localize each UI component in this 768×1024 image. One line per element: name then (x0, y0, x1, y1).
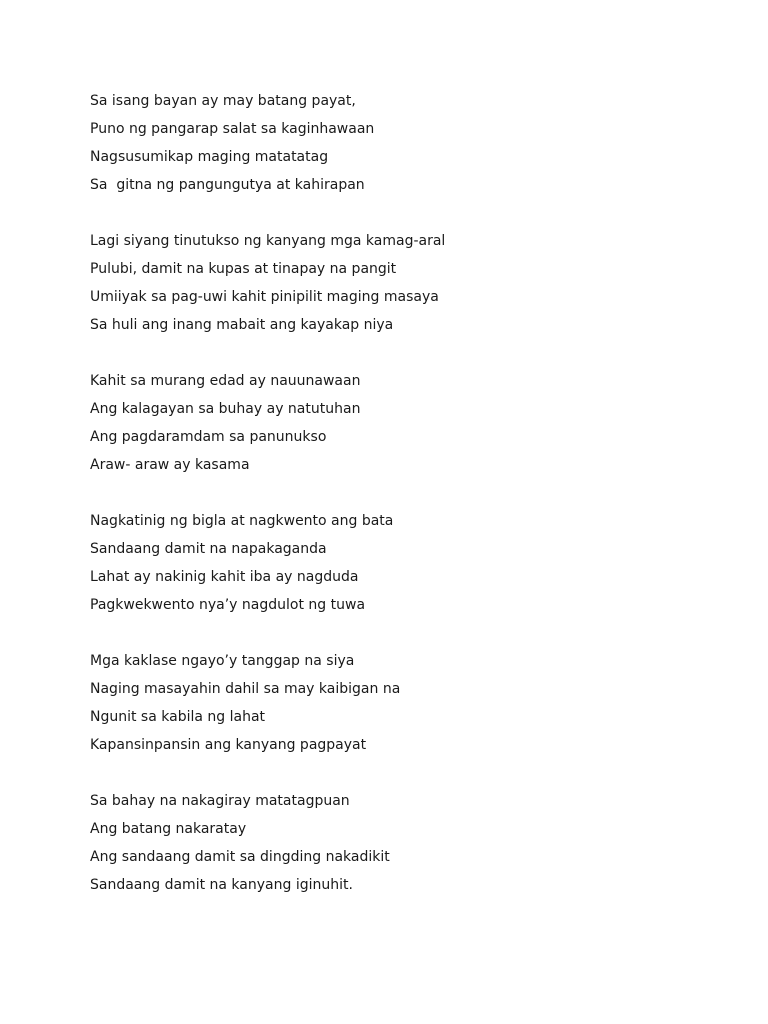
poem-line: Mga kaklase ngayo’y tanggap na siya (90, 653, 355, 669)
poem-line: Ngunit sa kabila ng lahat (90, 709, 266, 725)
poem-line: Pagkwekwento nya’y nagdulot ng tuwa (90, 597, 366, 613)
poem-line: Sandaang damit na kanyang iginuhit. (90, 877, 353, 893)
poem-line: Araw- araw ay kasama (90, 457, 250, 473)
poem-line: Sandaang damit na napakaganda (90, 541, 327, 557)
stanza-3 (90, 367, 710, 479)
poem-line: Sa bahay na nakagiray matatagpuan (90, 793, 350, 809)
stanza-1 (90, 87, 710, 199)
stanza-2 (90, 227, 710, 339)
poem-line: Pulubi, damit na kupas at tinapay na pangit (90, 261, 397, 277)
poem-line: Naging masayahin dahil sa may kaibigan na (90, 681, 401, 697)
poem-line: Sa huli ang inang mabait ang kayakap niya (90, 317, 394, 333)
poem-line: Lagi siyang tinutukso ng kanyang mga kamag-aral (90, 233, 446, 249)
poem-line: Sa gitna ng pangungutya at kahirapan (90, 177, 365, 193)
poem-line: Nagsusumikap maging matatatag (90, 149, 329, 165)
poem-line: Ang sandaang damit sa dingding nakadikit (90, 849, 390, 865)
poem-line: Umiiyak sa pag-uwi kahit pinipilit maging masaya (90, 289, 439, 305)
poem-line: Puno ng pangarap salat sa kaginhawaan (90, 121, 375, 137)
poem-line: Ang pagdaramdam sa panunukso (90, 429, 327, 445)
poem-line: Nagkatinig ng bigla at nagkwento ang bata (90, 513, 394, 529)
poem-line: Sa isang bayan ay may batang payat, (90, 93, 356, 109)
poem-body (90, 87, 710, 927)
poem-line: Lahat ay nakinig kahit iba ay nagduda (90, 569, 359, 585)
stanza-5 (90, 647, 710, 759)
stanza-4 (90, 507, 710, 619)
stanza-6 (90, 787, 710, 899)
poem-line: Ang batang nakaratay (90, 821, 247, 837)
poem-line: Kapansinpansin ang kanyang pagpayat (90, 737, 367, 753)
poem-line: Ang kalagayan sa buhay ay natutuhan (90, 401, 361, 417)
poem-line: Kahit sa murang edad ay nauunawaan (90, 373, 361, 389)
